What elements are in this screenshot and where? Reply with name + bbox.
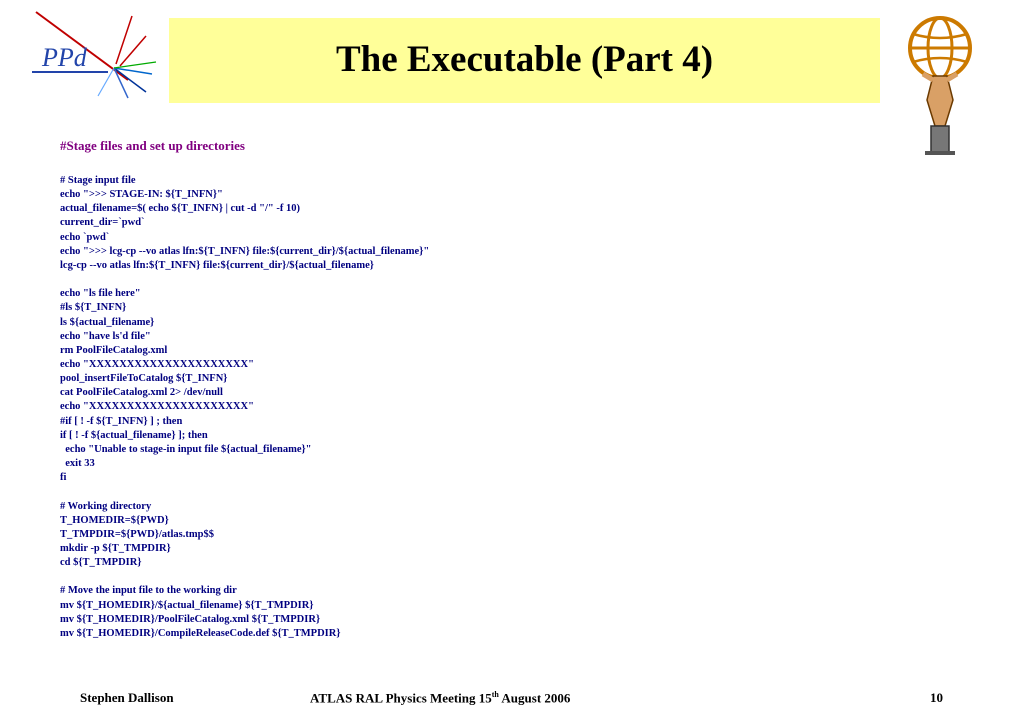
footer-meeting-sup: th [491, 690, 499, 699]
svg-text:PPd: PPd [42, 43, 87, 72]
code-line: echo "Unable to stage-in input file ${actual_filename}" [60, 443, 312, 455]
code-line: echo `pwd` [60, 231, 110, 243]
code-line: mkdir -p ${T_TMPDIR} [60, 543, 171, 555]
slide-title: The Executable (Part 4) [335, 39, 714, 80]
code-line: cd ${T_TMPDIR} [60, 557, 142, 569]
code-line: # Move the input file to the working dir [60, 585, 237, 597]
atlas-logo [905, 8, 975, 158]
code-line: fi [60, 472, 67, 484]
code-line: echo "XXXXXXXXXXXXXXXXXXXXX" [60, 401, 254, 413]
code-line: mv ${T_HOMEDIR}/PoolFileCatalog.xml ${T_TMPDIR} [60, 613, 321, 625]
code-line: #ls ${T_INFN} [60, 302, 127, 314]
footer-meeting-prefix: ATLAS RAL Physics Meeting 15 [310, 690, 492, 706]
code-line: echo "XXXXXXXXXXXXXXXXXXXXX" [60, 359, 254, 371]
section-heading: #Stage files and set up directories [60, 138, 245, 153]
code-line: #if [ ! -f ${T_INFN} ] ; then [60, 415, 183, 427]
code-line: echo "have ls'd file" [60, 330, 151, 342]
code-line [60, 485, 429, 499]
footer-author: Stephen Dallison [80, 690, 174, 705]
title-banner [169, 18, 880, 103]
code-line: echo "ls file here" [60, 288, 141, 300]
ppd-logo [28, 8, 158, 100]
code-line: exit 33 [60, 458, 95, 470]
code-block [60, 174, 429, 641]
code-line: T_TMPDIR=${PWD}/atlas.tmp$$ [60, 528, 214, 540]
code-line: mv ${T_HOMEDIR}/CompileReleaseCode.def ${T_TMPDIR} [60, 627, 341, 639]
code-line: ls ${actual_filename} [60, 316, 155, 328]
code-line: echo ">>> STAGE-IN: ${T_INFN}" [60, 189, 223, 201]
footer-meeting [310, 690, 570, 706]
code-line: echo ">>> lcg-cp --vo atlas lfn:${T_INFN} file:${current_dir}/${actual_filename}" [60, 245, 430, 257]
page-number: 10 [930, 690, 943, 705]
code-line: actual_filename=$( echo ${T_INFN} | cut -d "/" -f 10) [60, 203, 300, 215]
code-line: T_HOMEDIR=${PWD} [60, 514, 169, 526]
code-line: rm PoolFileCatalog.xml [60, 344, 168, 356]
code-line: # Working directory [60, 500, 152, 512]
code-line: # Stage input file [60, 175, 136, 186]
code-line [60, 570, 429, 584]
code-line: cat PoolFileCatalog.xml 2> /dev/null [60, 387, 223, 399]
code-line [60, 273, 429, 287]
footer-meeting-suffix: August 2006 [498, 690, 571, 706]
code-line: pool_insertFileToCatalog ${T_INFN} [60, 373, 228, 385]
code-line: current_dir=`pwd` [60, 217, 145, 229]
code-line: lcg-cp --vo atlas lfn:${T_INFN} file:${current_dir}/${actual_filename} [60, 259, 374, 271]
code-line: if [ ! -f ${actual_filename} ]; then [60, 429, 208, 441]
code-line: mv ${T_HOMEDIR}/${actual_filename} ${T_TMPDIR} [60, 599, 314, 611]
